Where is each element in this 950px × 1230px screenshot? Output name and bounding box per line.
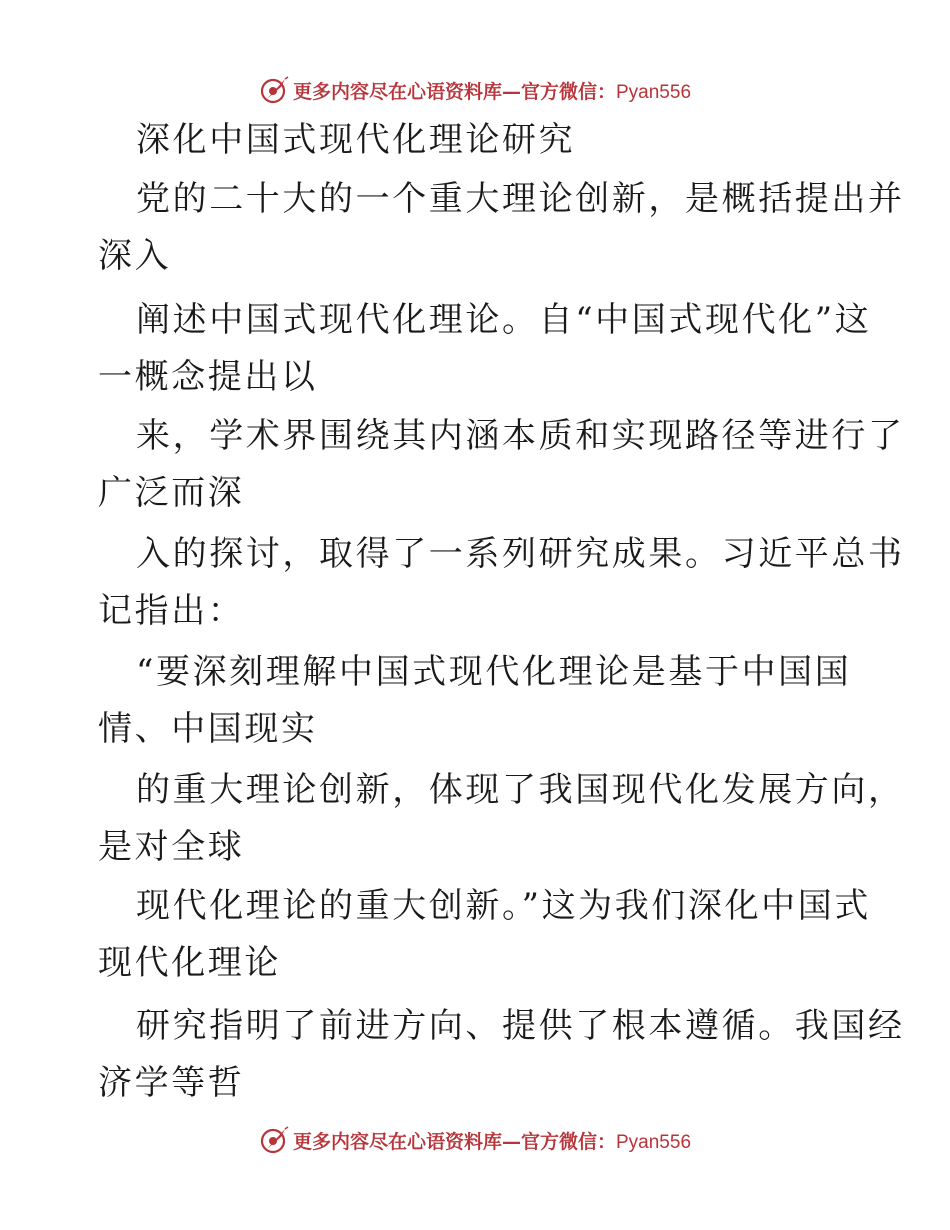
header-banner-text-cn: 更多内容尽在心语资料库—官方微信： — [292, 80, 616, 103]
paragraph-line: 一概念提出以 — [98, 357, 318, 397]
paragraph-line: 记指出： — [98, 591, 245, 631]
paragraph-line: 现代化理论的重大创新。”这为我们深化中国式 — [136, 886, 871, 926]
paragraph-line: 党的二十大的一个重大理论创新，是概括提出并 — [136, 179, 905, 219]
paragraph-line: 现代化理论 — [98, 943, 281, 983]
paragraph-line: 阐述中国式现代化理论。自“中国式现代化”这 — [136, 300, 872, 340]
paragraph-line: 广泛而深 — [98, 473, 245, 513]
footer-banner-text-cn: 更多内容尽在心语资料库—官方微信： — [292, 1130, 616, 1153]
paragraph-line: 是对全球 — [98, 827, 245, 867]
footer-banner-wechat-id: Pyan556 — [616, 1131, 692, 1153]
paragraph-line: 入的探讨，取得了一系列研究成果。习近平总书 — [136, 534, 905, 574]
paragraph-line: 的重大理论创新，体现了我国现代化发展方向， — [136, 770, 905, 810]
quill-pen-logo-icon — [259, 1125, 289, 1155]
paragraph-line: 济学等哲 — [98, 1063, 245, 1103]
footer-banner-text — [293, 1127, 691, 1154]
document-title: 深化中国式现代化理论研究 — [136, 120, 576, 160]
paragraph-line: 深入 — [98, 236, 172, 276]
paragraph-line: 情、中国现实 — [98, 709, 318, 749]
quill-pen-logo-icon — [259, 75, 289, 105]
footer-banner — [0, 1120, 950, 1160]
paragraph-line: 研究指明了前进方向、提供了根本遵循。我国经 — [136, 1006, 905, 1046]
paragraph-line: “要深刻理解中国式现代化理论是基于中国国 — [136, 652, 852, 692]
header-banner-wechat-id: Pyan556 — [616, 81, 692, 103]
header-banner-text — [293, 77, 691, 104]
header-banner — [0, 70, 950, 110]
paragraph-line: 来，学术界围绕其内涵本质和实现路径等进行了 — [136, 416, 905, 456]
